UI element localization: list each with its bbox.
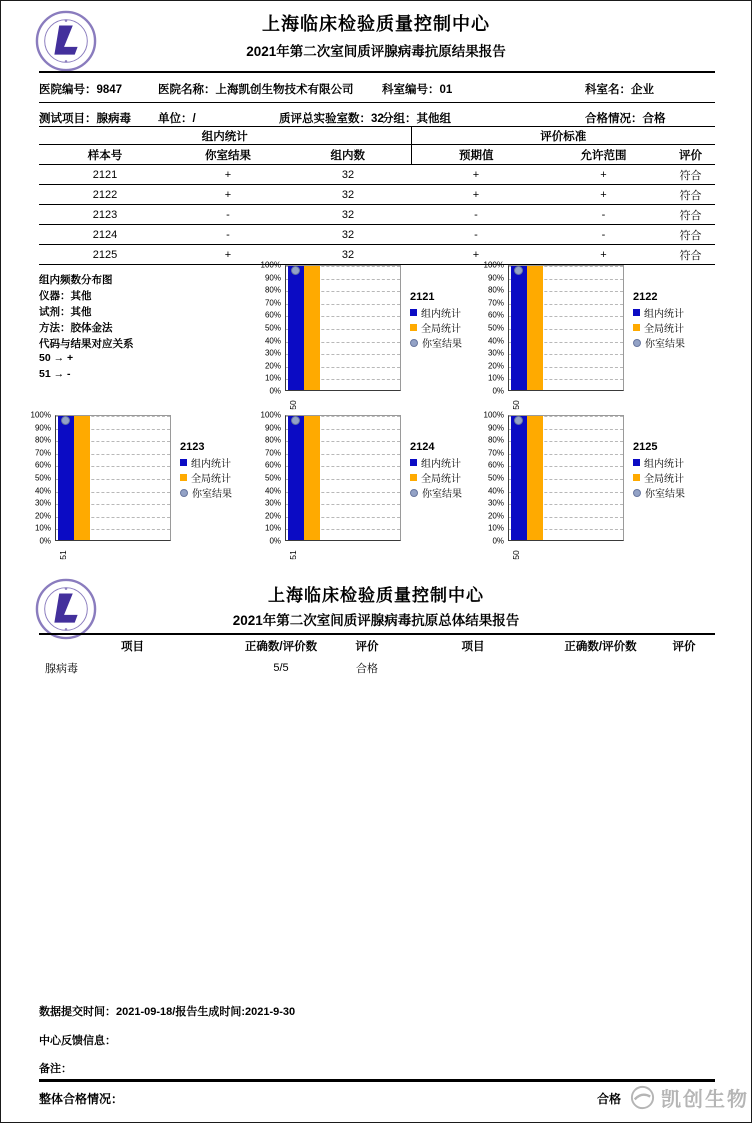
y-tick-label: 30%: [34, 498, 51, 508]
your-result-cell: +: [171, 185, 285, 205]
y-tick-label: 70%: [487, 448, 504, 458]
y-tick-label: 10%: [487, 523, 504, 533]
legend-label: 你室结果: [422, 489, 462, 500]
evaluation-cell: 符合: [666, 245, 715, 265]
x-tick-label: 50: [511, 550, 521, 560]
legend-label: 组内统计: [421, 309, 461, 320]
y-tick-label: 30%: [264, 498, 281, 508]
plot-area: [285, 415, 401, 541]
y-tick-label: 70%: [487, 298, 504, 308]
chart-legend: [410, 441, 462, 500]
note-instrument: 仪器：其他: [39, 290, 92, 302]
y-tick-label: 10%: [34, 523, 51, 533]
legend-label: 组内统计: [191, 459, 231, 470]
legend-swatch: [633, 489, 641, 497]
legend-label: 全局统计: [421, 324, 461, 335]
divider: [39, 102, 715, 103]
legend-title: 2123: [180, 441, 205, 453]
y-tick-label: 50%: [487, 473, 504, 483]
y-tick-label: 60%: [264, 460, 281, 470]
y-tick-label: 90%: [264, 423, 281, 433]
expected-cell: -: [411, 225, 541, 245]
sample-cell: 2121: [39, 165, 171, 185]
expected-cell: +: [411, 245, 541, 265]
legend-item: [410, 335, 462, 350]
legend-swatch: [410, 489, 418, 497]
table-row: [39, 165, 715, 185]
table-row: [39, 185, 715, 205]
evaluation-cell: 符合: [666, 225, 715, 245]
y-tick-label: 100%: [483, 410, 504, 420]
lab-count-field: 质评总实验室数：32: [279, 113, 384, 125]
your-result-marker: [291, 416, 300, 425]
chart-legend: [410, 291, 462, 350]
legend-swatch: [410, 474, 417, 481]
y-tick-label: 20%: [487, 511, 504, 521]
plot-area: [285, 265, 401, 391]
legend-item: [410, 305, 462, 320]
hospital-id-field: 医院编号：9847: [39, 84, 123, 96]
y-tick-label: 10%: [264, 523, 281, 533]
y-tick-label: 70%: [34, 448, 51, 458]
x-tick-label: 50: [511, 400, 521, 410]
legend-label: 全局统计: [421, 474, 461, 485]
your-result-cell: +: [171, 165, 285, 185]
your-result-cell: -: [171, 225, 285, 245]
expected-cell: -: [411, 205, 541, 225]
y-tick-label: 80%: [487, 435, 504, 445]
y-axis-labels: [257, 260, 283, 396]
note-method: 方法：胶体金法: [39, 322, 113, 334]
y-tick-label: 20%: [264, 361, 281, 371]
col-expected: 预期值: [411, 145, 541, 165]
group-header-right: 评价标准: [411, 127, 715, 145]
sample-cell: 2122: [39, 185, 171, 205]
plot-area: [508, 415, 624, 541]
legend-label: 你室结果: [645, 339, 685, 350]
frequency-chart-2121: [257, 260, 501, 419]
y-tick-label: 20%: [487, 361, 504, 371]
legend-swatch: [633, 459, 640, 466]
y-tick-label: 80%: [264, 285, 281, 295]
chart-legend: [180, 441, 232, 500]
table-row: [39, 657, 715, 679]
legend-swatch: [410, 324, 417, 331]
note-code-map: 代码与结果对应关系: [39, 338, 134, 350]
y-axis-labels: [27, 410, 53, 546]
frequency-chart-2123: [27, 410, 271, 569]
feedback-label: 中心反馈信息：: [39, 1035, 116, 1047]
y-tick-label: 60%: [487, 460, 504, 470]
report1-title: 上海临床检验质量控制中心: [262, 14, 490, 34]
y-tick-label: 50%: [264, 323, 281, 333]
allowed-cell: -: [541, 205, 666, 225]
y-tick-label: 100%: [260, 260, 281, 270]
y-tick-label: 90%: [34, 423, 51, 433]
col-evaluation: 评价: [666, 145, 715, 165]
legend-swatch: [633, 324, 640, 331]
unit-field: 单位：/: [158, 113, 196, 125]
legend-swatch: [633, 339, 641, 347]
y-tick-label: 90%: [487, 273, 504, 283]
bar-series-1: [527, 416, 543, 540]
note-code-51: 51 → -: [39, 368, 71, 380]
expected-cell: +: [411, 185, 541, 205]
eval-cell: 合格: [356, 663, 378, 675]
bar-series-1: [74, 416, 90, 540]
legend-item: [410, 485, 462, 500]
score-cell: 5/5: [273, 662, 289, 674]
legend-item: [633, 335, 685, 350]
y-tick-label: 70%: [264, 298, 281, 308]
legend-item: [180, 455, 232, 470]
allowed-cell: +: [541, 165, 666, 185]
table-row: [39, 225, 715, 245]
y-tick-label: 0%: [39, 536, 51, 546]
test-item-field: 测试项目：腺病毒: [39, 113, 131, 125]
col-eval2: 评价: [672, 641, 696, 653]
legend-swatch: [410, 339, 418, 347]
expected-cell: +: [411, 165, 541, 185]
legend-swatch: [633, 309, 640, 316]
legend-item: [410, 455, 462, 470]
divider: [39, 1079, 715, 1082]
y-tick-label: 0%: [269, 386, 281, 396]
your-result-cell: +: [171, 245, 285, 265]
y-tick-label: 90%: [264, 273, 281, 283]
legend-label: 组内统计: [644, 309, 684, 320]
legend-swatch: [633, 474, 640, 481]
x-tick-label: 51: [288, 550, 298, 560]
y-tick-label: 20%: [264, 511, 281, 521]
x-tick-label: 50: [288, 400, 298, 410]
group-count-cell: 32: [285, 185, 411, 205]
qualified-field: 合格情况：合格: [585, 113, 666, 125]
legend-swatch: [410, 459, 417, 466]
overall-status-value: 合格: [597, 1092, 622, 1106]
x-tick-label: 51: [58, 550, 68, 560]
legend-label: 组内统计: [421, 459, 461, 470]
legend-title: 2122: [633, 291, 658, 303]
y-axis-labels: [480, 260, 506, 396]
y-tick-label: 90%: [487, 423, 504, 433]
y-tick-label: 0%: [269, 536, 281, 546]
y-tick-label: 100%: [30, 410, 51, 420]
y-tick-label: 30%: [264, 348, 281, 358]
overall-results-table: [39, 633, 715, 679]
y-tick-label: 60%: [264, 310, 281, 320]
results-table: [39, 126, 715, 265]
legend-label: 全局统计: [644, 324, 684, 335]
col-allowed: 允许范围: [541, 145, 666, 165]
y-tick-label: 30%: [487, 348, 504, 358]
legend-label: 你室结果: [645, 489, 685, 500]
chart-legend: [633, 441, 685, 500]
dept-id-field: 科室编号：01: [382, 84, 453, 96]
bar-series-0: [511, 266, 527, 390]
col-score2: 正确数/评价数: [564, 641, 637, 653]
legend-swatch: [180, 474, 187, 481]
watermark-logo-icon: [629, 1084, 656, 1111]
note-distribution: 组内频数分布图: [39, 274, 113, 286]
your-result-cell: -: [171, 205, 285, 225]
frequency-chart-2124: [257, 410, 501, 569]
legend-item: [633, 485, 685, 500]
table-row: [39, 245, 715, 265]
bar-series-0: [511, 416, 527, 540]
y-tick-label: 40%: [264, 336, 281, 346]
y-tick-label: 10%: [264, 373, 281, 383]
col-sample: 样本号: [39, 145, 171, 165]
legend-label: 你室结果: [192, 489, 232, 500]
divider: [39, 71, 715, 73]
y-tick-label: 80%: [264, 435, 281, 445]
bar-series-0: [58, 416, 74, 540]
sample-cell: 2125: [39, 245, 171, 265]
report1-subtitle: 2021年第二次室间质评腺病毒抗原结果报告: [246, 44, 506, 59]
legend-item: [633, 455, 685, 470]
legend-item: [180, 470, 232, 485]
y-tick-label: 40%: [264, 486, 281, 496]
legend-swatch: [180, 459, 187, 466]
y-tick-label: 40%: [487, 336, 504, 346]
sample-cell: 2124: [39, 225, 171, 245]
legend-item: [633, 305, 685, 320]
legend-item: [180, 485, 232, 500]
y-tick-label: 60%: [34, 460, 51, 470]
allowed-cell: -: [541, 225, 666, 245]
y-tick-label: 0%: [492, 536, 504, 546]
col-item: 项目: [121, 641, 144, 653]
y-tick-label: 80%: [487, 285, 504, 295]
plot-area: [55, 415, 171, 541]
evaluation-cell: 符合: [666, 185, 715, 205]
col-item2: 项目: [461, 641, 485, 653]
your-result-marker: [291, 266, 300, 275]
item-cell: 腺病毒: [45, 663, 78, 675]
legend-label: 组内统计: [644, 459, 684, 470]
legend-title: 2121: [410, 291, 435, 303]
legend-item: [633, 320, 685, 335]
y-tick-label: 10%: [487, 373, 504, 383]
y-tick-label: 0%: [492, 386, 504, 396]
bar-series-1: [527, 266, 543, 390]
bar-series-0: [288, 266, 304, 390]
bar-series-1: [304, 266, 320, 390]
dept-name-field: 科室名：企业: [585, 84, 654, 96]
sample-cell: 2123: [39, 205, 171, 225]
group-count-cell: 32: [285, 245, 411, 265]
legend-label: 全局统计: [191, 474, 231, 485]
legend-swatch: [180, 489, 188, 497]
y-tick-label: 50%: [487, 323, 504, 333]
y-tick-label: 20%: [34, 511, 51, 521]
group-count-cell: 32: [285, 165, 411, 185]
score2-cell: [548, 657, 653, 679]
hospital-name-field: 医院名称：上海凯创生物技术有限公司: [158, 84, 354, 96]
col-group-count: 组内数: [285, 145, 411, 165]
note-reagent: 试剂：其他: [39, 306, 92, 318]
col-your-result: 你室结果: [171, 145, 285, 165]
group-header-left: 组内统计: [39, 127, 411, 145]
item2-cell: [398, 657, 548, 679]
legend-title: 2124: [410, 441, 435, 453]
overall-status-label: 整体合格情况：: [39, 1092, 124, 1106]
chart-legend: [633, 291, 685, 350]
your-result-marker: [514, 266, 523, 275]
group-field: 分组：其他组: [382, 113, 451, 125]
legend-item: [410, 470, 462, 485]
y-tick-label: 100%: [483, 260, 504, 270]
y-axis-labels: [257, 410, 283, 546]
y-tick-label: 30%: [487, 498, 504, 508]
legend-item: [633, 470, 685, 485]
frequency-chart-2125: [480, 410, 724, 569]
y-tick-label: 50%: [264, 473, 281, 483]
group-count-cell: 32: [285, 205, 411, 225]
y-tick-label: 80%: [34, 435, 51, 445]
legend-item: [410, 320, 462, 335]
frequency-chart-2122: [480, 260, 724, 419]
y-tick-label: 40%: [487, 486, 504, 496]
your-result-marker: [514, 416, 523, 425]
col-eval: 评价: [355, 641, 379, 653]
watermark: [629, 1083, 749, 1112]
table-row: [39, 205, 715, 225]
report2-subtitle: 2021年第二次室间质评腺病毒抗原总体结果报告: [232, 613, 520, 628]
bar-series-0: [288, 416, 304, 540]
group-count-cell: 32: [285, 225, 411, 245]
y-axis-labels: [480, 410, 506, 546]
report2-title: 上海临床检验质量控制中心: [268, 586, 484, 605]
note-code-50: 50 → +: [39, 352, 74, 364]
y-tick-label: 40%: [34, 486, 51, 496]
submit-time-text: 数据提交时间：2021-09-18/报告生成时间:2021-9-30: [39, 1006, 296, 1018]
evaluation-cell: 符合: [666, 205, 715, 225]
eval2-cell: [653, 657, 715, 679]
bar-series-1: [304, 416, 320, 540]
y-tick-label: 70%: [264, 448, 281, 458]
legend-label: 你室结果: [422, 339, 462, 350]
legend-label: 全局统计: [644, 474, 684, 485]
plot-area: [508, 265, 624, 391]
remark-label: 备注：: [39, 1063, 72, 1075]
watermark-text: 凯创生物: [661, 1089, 749, 1111]
legend-title: 2125: [633, 441, 658, 453]
allowed-cell: +: [541, 185, 666, 205]
col-score: 正确数/评价数: [244, 641, 318, 653]
evaluation-cell: 符合: [666, 165, 715, 185]
your-result-marker: [61, 416, 70, 425]
allowed-cell: +: [541, 245, 666, 265]
y-tick-label: 50%: [34, 473, 51, 483]
y-tick-label: 60%: [487, 310, 504, 320]
y-tick-label: 100%: [260, 410, 281, 420]
legend-swatch: [410, 309, 417, 316]
